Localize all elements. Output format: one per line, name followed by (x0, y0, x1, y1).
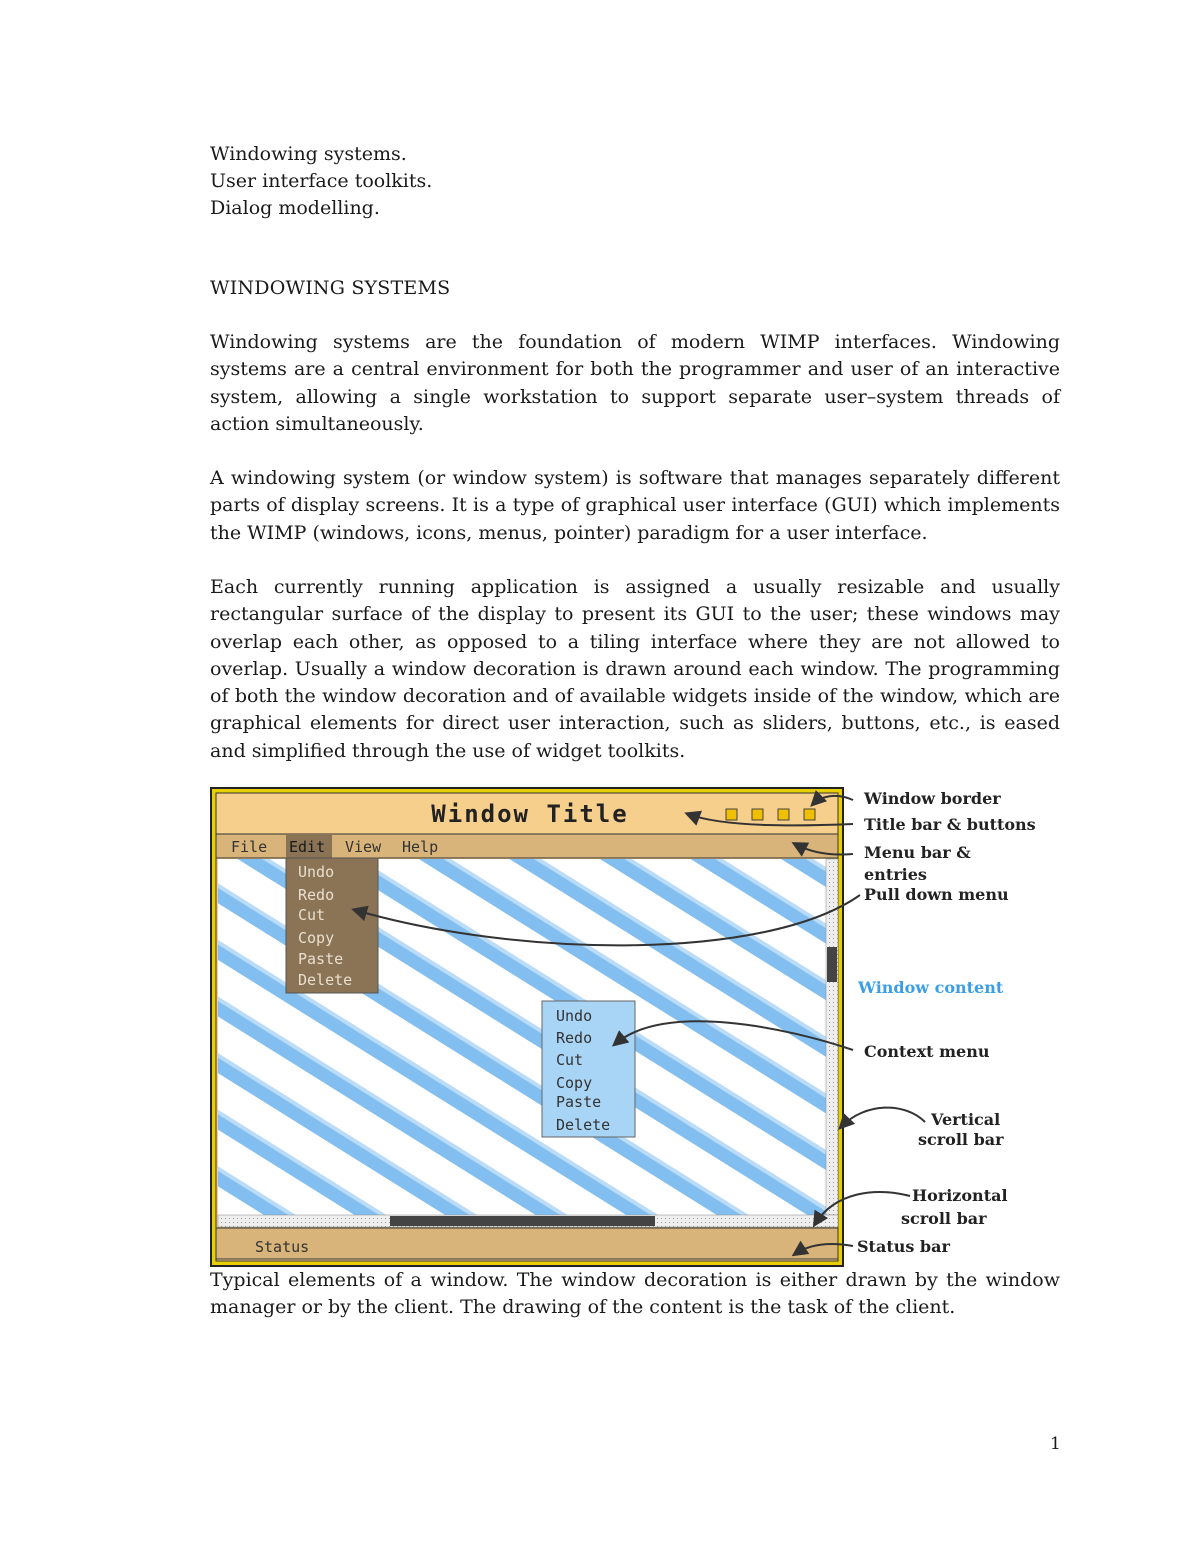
context-paste[interactable]: Paste (556, 1093, 602, 1111)
callout-labels (857, 789, 1036, 1256)
label-hscroll-1: Horizontal (912, 1186, 1008, 1205)
label-window-content: Window content (858, 978, 1004, 997)
paragraph-definition: A windowing system (or window system) is software that manages separately different parts of display screens. It is a type of graphical user interface (GUI) which implements the WIMP (windows, icons, menus, pointer) paradigm for a user interface. (210, 467, 1060, 544)
pulldown-cut[interactable]: Cut (298, 906, 326, 924)
menu-view[interactable]: View (345, 838, 382, 856)
topic-item: Dialog modelling. (210, 197, 380, 219)
context-redo[interactable]: Redo (556, 1029, 593, 1047)
topic-list (210, 141, 432, 222)
status-bar (216, 1228, 838, 1259)
menu-bar (216, 834, 838, 858)
pulldown-menu[interactable] (286, 858, 378, 993)
horizontal-scroll-thumb[interactable] (390, 1216, 655, 1226)
paragraph-intro: Windowing systems are the foundation of modern WIMP interfaces. Windowing systems are a central environment for both the programmer and user of an interactive system, allowing a single workstation to support separate user–system threads of action simultaneously. (210, 331, 1060, 435)
pulldown-redo[interactable]: Redo (298, 886, 335, 904)
context-copy[interactable]: Copy (556, 1074, 593, 1092)
pulldown-undo[interactable]: Undo (298, 863, 335, 881)
context-cut[interactable]: Cut (556, 1051, 584, 1069)
context-undo[interactable]: Undo (556, 1007, 593, 1025)
menu-file[interactable]: File (231, 838, 268, 856)
pulldown-delete[interactable]: Delete (298, 971, 353, 989)
label-menu-bar-2: entries (864, 865, 927, 884)
topic-item: User interface toolkits. (210, 170, 433, 192)
label-title-bar: Title bar & buttons (864, 815, 1036, 834)
section-heading: WINDOWING SYSTEMS (210, 277, 451, 299)
minimize-icon[interactable] (752, 809, 763, 820)
pulldown-paste[interactable]: Paste (298, 950, 344, 968)
context-delete[interactable]: Delete (556, 1116, 611, 1134)
figure-caption: Typical elements of a window. The window decoration is either drawn by the window manager or by the client. The drawing of the content is the task of the client. (210, 1269, 1060, 1319)
horizontal-scrollbar[interactable] (218, 1215, 838, 1227)
label-hscroll-2: scroll bar (901, 1209, 987, 1228)
label-pull-down: Pull down menu (864, 885, 1009, 904)
label-context-menu: Context menu (864, 1042, 990, 1061)
menu-help[interactable]: Help (402, 838, 439, 856)
status-text: Status (255, 1238, 310, 1256)
label-window-border: Window border (864, 789, 1001, 808)
paragraph-applications: Each currently running application is assigned a usually resizable and usually rectangular surface of the display to present its GUI to the user; these windows may overlap each other, as opposed to a tiling interface where they are not allowed to overlap. Usually a window decoration is drawn around each window. The programming of both the window decoration and of available widgets inside of the window, which are graphical elements for direct user interaction, such as sliders, buttons, etc., is eased and simplified through the use of widget toolkits. (210, 576, 1060, 762)
window-elements-figure (205, 782, 1065, 1272)
title-button-icon[interactable] (726, 809, 737, 820)
label-status-bar: Status bar (857, 1237, 950, 1256)
topic-item: Windowing systems. (210, 143, 407, 165)
label-vscroll-1: Vertical (931, 1110, 1001, 1129)
context-menu[interactable] (542, 1001, 635, 1137)
label-vscroll-2: scroll bar (918, 1130, 1004, 1149)
vertical-scroll-thumb[interactable] (827, 947, 837, 982)
pulldown-copy[interactable]: Copy (298, 929, 335, 947)
window-title: Window Title (431, 800, 629, 828)
menu-edit[interactable]: Edit (289, 838, 326, 856)
page-number: 1 (1050, 1434, 1061, 1454)
label-menu-bar-1: Menu bar & (864, 843, 971, 862)
close-icon[interactable] (804, 809, 815, 820)
maximize-icon[interactable] (778, 809, 789, 820)
